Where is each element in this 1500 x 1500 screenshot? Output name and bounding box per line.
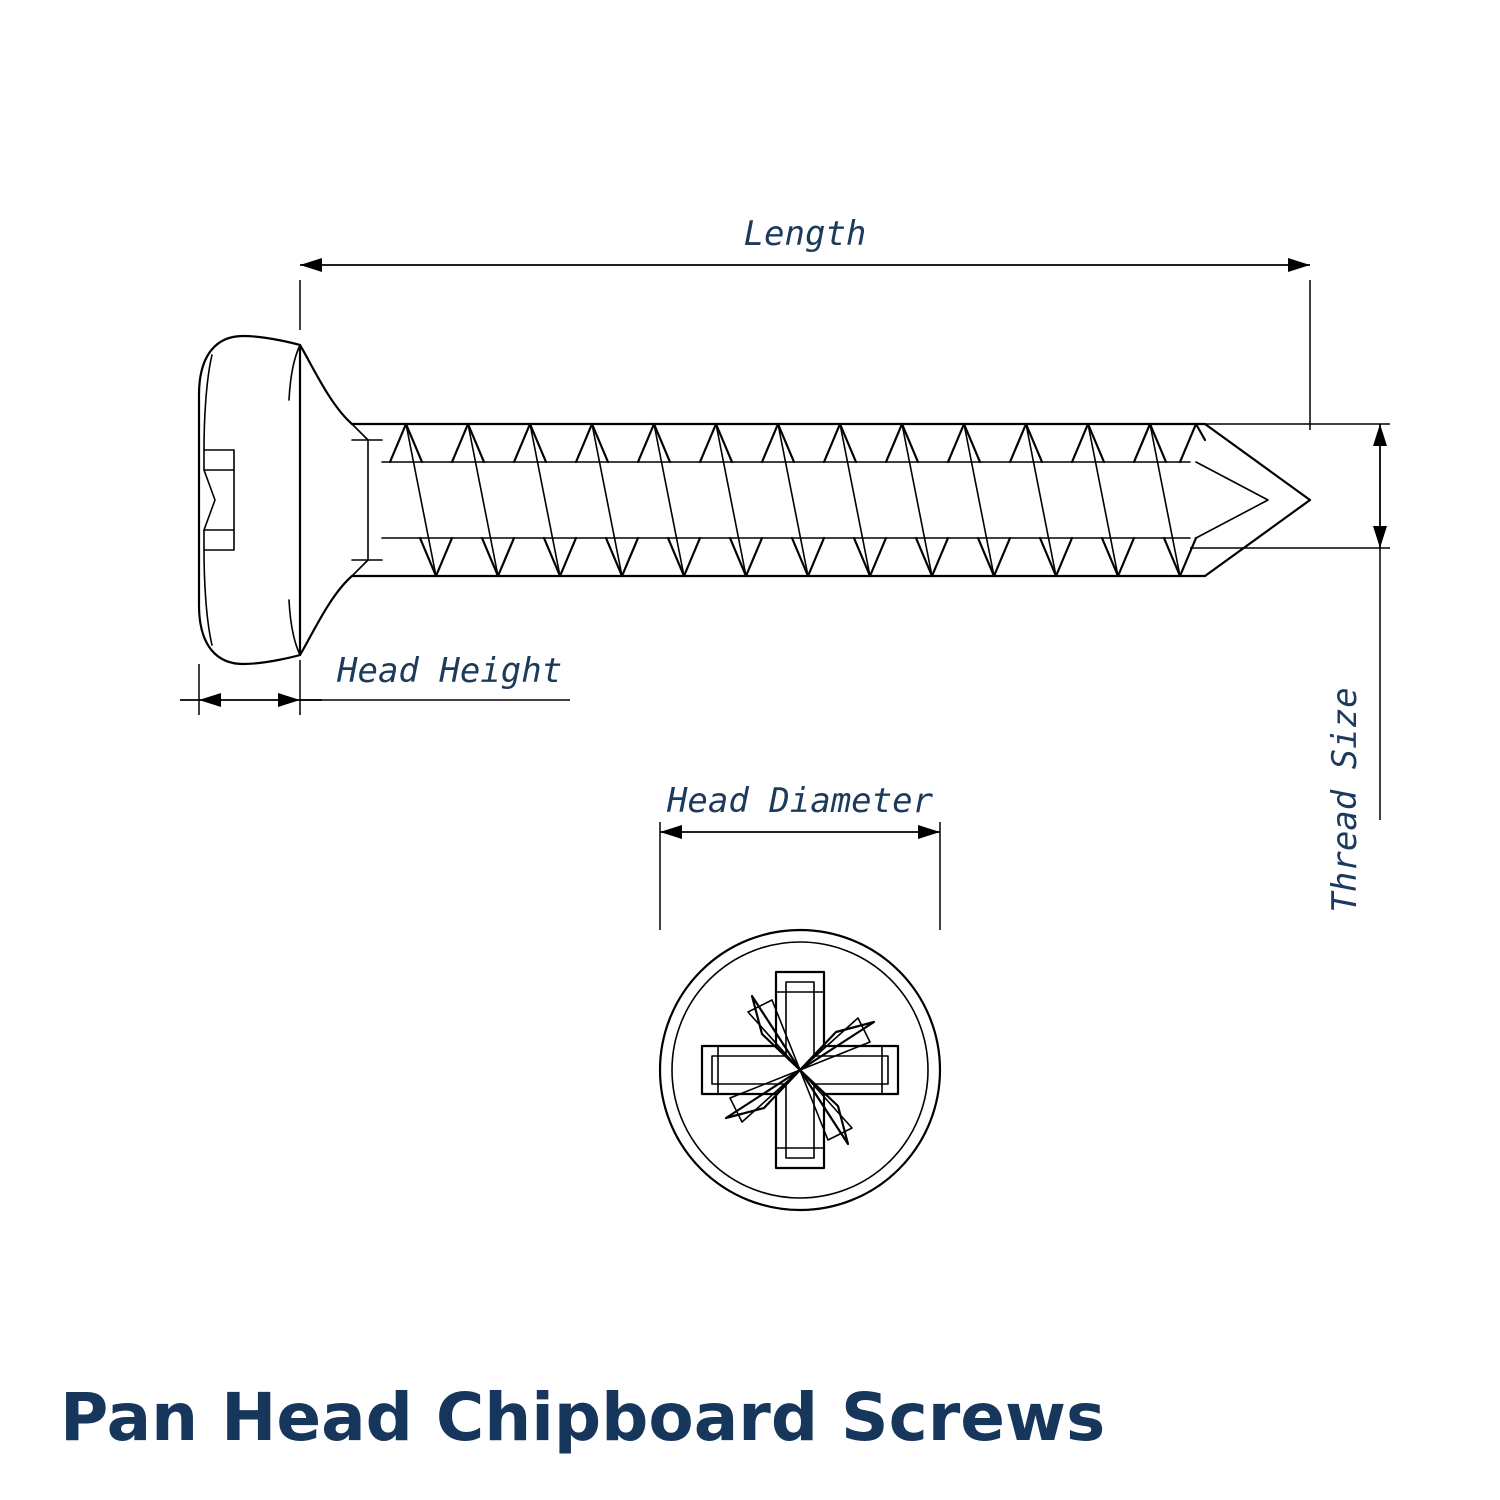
thread-helix-3 [530, 424, 560, 576]
thread-tooth-bottom-6 [730, 538, 762, 576]
thread-tooth-top-1 [390, 424, 422, 462]
head-diameter-arrow-left-icon [660, 825, 682, 839]
shank-shoulder-edge [352, 424, 368, 576]
thread-tooth-bottom-5 [668, 538, 700, 576]
thread-tooth-top-5 [638, 424, 670, 462]
thread-tooth-top-11 [1010, 424, 1042, 462]
head-height-arrow-right-icon [278, 693, 300, 707]
thread-tooth-bottom-8 [854, 538, 886, 576]
thread-helix-6 [716, 424, 746, 576]
thread-tooth-bottom-12 [1102, 538, 1134, 576]
thread-size-arrow-top-icon [1373, 424, 1387, 446]
length-label: Length [743, 214, 867, 254]
thread-helix-9 [902, 424, 932, 576]
thread-helix-10 [964, 424, 994, 576]
length-arrow-left-icon [300, 258, 322, 272]
head-recess-mark-1 [204, 355, 212, 450]
head-recess-mark-2 [204, 550, 212, 645]
thread-tooth-bottom-3 [544, 538, 576, 576]
thread-profile-group [390, 424, 1205, 576]
thread-helix-2 [468, 424, 498, 576]
thread-size-label: Thread Size [1325, 687, 1365, 913]
head-diameter-arrow-right-icon [918, 825, 940, 839]
length-arrow-right-icon [1288, 258, 1310, 272]
thread-tooth-top-2 [452, 424, 484, 462]
head-height-label: Head Height [337, 651, 563, 691]
screw-head-top-view [660, 930, 940, 1210]
thread-helix-7 [778, 424, 808, 576]
thread-tooth-top-9 [886, 424, 918, 462]
screw-tip-outline [1205, 424, 1310, 576]
thread-helix-8 [840, 424, 870, 576]
thread-tooth-top-7 [762, 424, 794, 462]
thread-tooth-bottom-2 [482, 538, 514, 576]
head-bevel-bottom [289, 600, 300, 655]
page-title: Pan Head Chipboard Screws [60, 1379, 1106, 1456]
thread-tooth-top-10 [948, 424, 980, 462]
thread-helix-5 [654, 424, 684, 576]
thread-helix-1 [406, 424, 436, 576]
thread-tooth-bottom-7 [792, 538, 824, 576]
head-underside-bottom [300, 576, 352, 655]
thread-tooth-top-14 [1180, 424, 1205, 462]
length-dimension-group [300, 258, 1310, 430]
head-recess-slot-lower [204, 530, 234, 550]
thread-tooth-top-6 [700, 424, 732, 462]
pozidriv-recess-icon [702, 972, 898, 1168]
screw-tip-inner [1196, 462, 1268, 538]
head-diameter-dimension-group [660, 822, 940, 930]
head-diameter-label: Head Diameter [666, 781, 934, 821]
thread-helix-11 [1026, 424, 1056, 576]
head-recess-slot-upper [204, 450, 234, 470]
head-recess-vee [204, 470, 215, 530]
thread-tooth-top-13 [1134, 424, 1166, 462]
thread-tooth-top-3 [514, 424, 546, 462]
thread-tooth-bottom-1 [420, 538, 452, 576]
thread-helix-12 [1088, 424, 1118, 576]
head-height-arrow-left-icon [199, 693, 221, 707]
thread-tooth-top-12 [1072, 424, 1104, 462]
thread-tooth-bottom-13 [1164, 538, 1196, 576]
thread-tooth-top-4 [576, 424, 608, 462]
thread-tooth-bottom-10 [978, 538, 1010, 576]
thread-helix-4 [592, 424, 622, 576]
thread-helix-13 [1150, 424, 1180, 576]
thread-tooth-bottom-11 [1040, 538, 1072, 576]
thread-tooth-bottom-9 [916, 538, 948, 576]
thread-tooth-top-8 [824, 424, 856, 462]
thread-tooth-bottom-4 [606, 538, 638, 576]
thread-size-arrow-bottom-icon [1373, 526, 1387, 548]
head-bevel-top [289, 345, 300, 400]
screw-side-view [199, 336, 1310, 664]
head-underside-top [300, 345, 352, 424]
